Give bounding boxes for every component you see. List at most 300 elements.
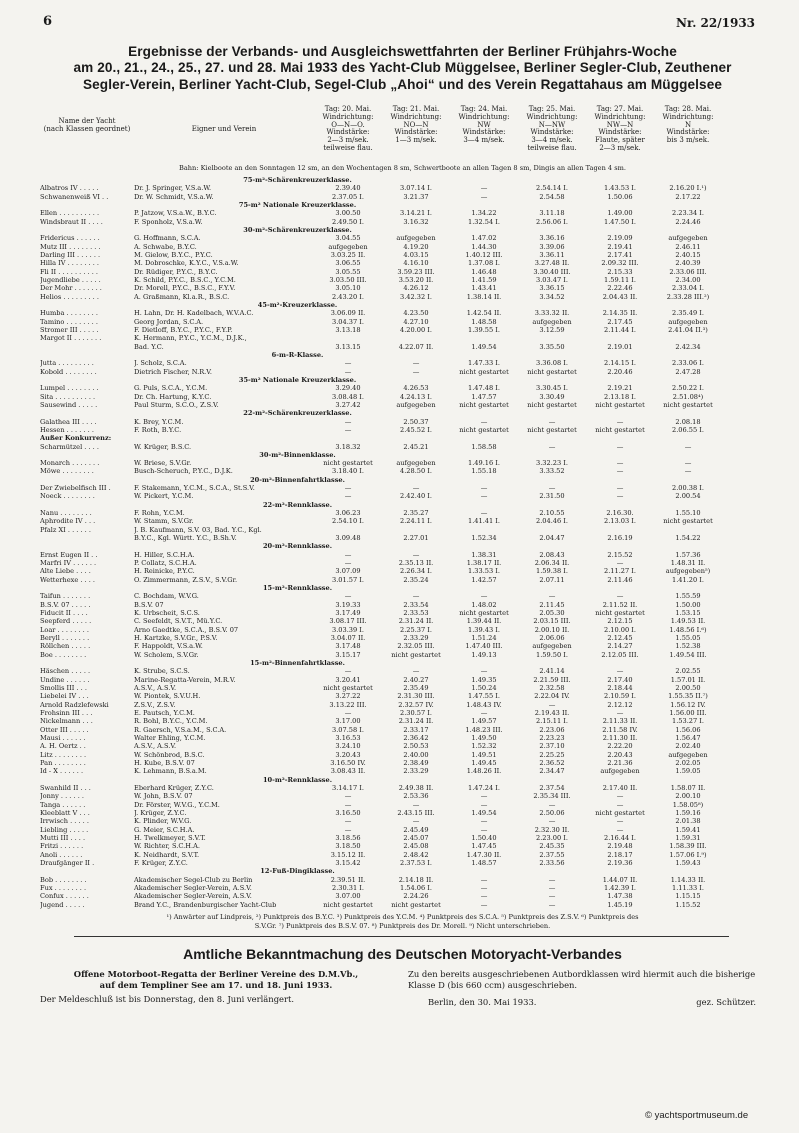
race-time: 2.36.52: [539, 758, 565, 767]
race-time: 2.23.34 I.: [672, 209, 704, 218]
race-time: 2.00.50: [675, 684, 701, 693]
race-time: —: [344, 667, 352, 676]
race-time: 2.39.40: [335, 184, 361, 193]
race-time: 2.40.39: [675, 259, 701, 268]
race-time: 2.00.54: [675, 492, 701, 501]
race-time: 3.16.50 IV.: [330, 758, 366, 767]
race-time: 2.25.25: [539, 750, 565, 759]
owner-club: P. Jatzow, V.S.a.W., B.Y.C.: [134, 209, 217, 218]
race-time: —: [480, 900, 488, 909]
race-time: 2.10.59 I.: [604, 692, 636, 701]
race-time: 4.20.00 I.: [400, 325, 432, 334]
owner-club: Dr. Förster, W.V.G., Y.C.M.: [134, 800, 220, 809]
yacht-name: Bob . . . . . . . .: [40, 875, 87, 884]
owner-club: J. Scholz, S.C.A.: [134, 359, 187, 368]
owner-club: Dr. Ch. Hartung, K.Y.C.: [134, 392, 212, 401]
race-time: 2.46.11: [675, 242, 701, 251]
owner-club: K. Urbscheit, S.C.S.: [134, 609, 200, 618]
owner-club: Akademischer Segler-Verein, A.S.V.: [134, 892, 252, 901]
race-time: 1.15.52: [675, 900, 701, 909]
result-row: [40, 551, 765, 559]
owner-club: H. Lahn, Dr. H. Kadelbach, W.V.A.C.: [134, 309, 254, 318]
result-row: [40, 609, 765, 617]
race-time: 2.23.23: [539, 733, 565, 742]
race-time: 1.49.13: [471, 650, 497, 659]
column-header: [40, 106, 765, 158]
day-header-line: Tag: 24. Mai.: [460, 105, 508, 113]
race-time: 1.49.54: [471, 808, 497, 817]
class-heading-row: [40, 409, 765, 417]
yacht-name: Galathea III . . . .: [40, 417, 97, 426]
yacht-name: Margot II . . . . . . .: [40, 334, 102, 343]
race-time: 2.45.49: [403, 825, 429, 834]
race-time: aufgegeben⁵): [665, 567, 711, 576]
race-time: 3.17.49: [335, 609, 361, 618]
class-heading-row: [40, 659, 765, 667]
owner-club: J. Krüger, Z.Y.C.: [134, 808, 187, 817]
result-row: [40, 692, 765, 700]
race-time: 1.34.22: [471, 209, 497, 218]
class-heading: 15-m²-Rennklasse.: [262, 584, 333, 593]
race-time: 3.30.49: [539, 392, 565, 401]
day-header-line: Windrichtung:: [390, 112, 442, 121]
owner-club: C. Seefeldt, S.V.T., Mü.Y.C.: [134, 617, 223, 626]
race-time: 3.12.59: [539, 325, 565, 334]
day-header-line: Tag: 25. Mai.: [528, 105, 576, 113]
race-time: aufgegeben: [668, 234, 708, 243]
yacht-name: Hilla IV . . . . . . . .: [40, 259, 100, 268]
yacht-name: Frohsinn III . . .: [40, 709, 93, 717]
result-row: [40, 759, 765, 767]
announcement-right: [408, 969, 756, 1008]
owner-club: H. Kube, B.S.V. 07: [134, 758, 195, 767]
day-header: [382, 106, 450, 145]
result-row: [40, 792, 765, 800]
race-time: —: [616, 442, 624, 451]
yacht-name: Otter III . . . . .: [40, 725, 89, 734]
yacht-name: A. H. Oertz . .: [40, 742, 86, 751]
result-row: [40, 268, 765, 276]
day-header-line: Windrichtung:: [322, 112, 374, 121]
race-time: 4.23.50: [403, 309, 429, 318]
race-time: 2.12.12: [607, 700, 633, 709]
race-time: —: [548, 442, 556, 451]
yacht-name: Nickelmann . . .: [40, 717, 93, 726]
race-time: 1.59.16: [675, 808, 701, 817]
yacht-name: Pfalz XI . . . . . .: [40, 525, 91, 534]
race-time: —: [684, 442, 692, 451]
race-time: 2.17.40 II.: [602, 783, 638, 792]
race-time: 3.07.14 I.: [400, 184, 432, 193]
race-time: 1.45.19: [607, 900, 633, 909]
owner-club: J. B. Kaufmann, S.V. 03, Bad. Y.C., Kgl.: [134, 525, 262, 534]
race-time: 3.19.33: [335, 600, 361, 609]
race-time: 3.32.23 I.: [536, 459, 568, 468]
race-time: 3.17.00: [335, 717, 361, 726]
result-row: [40, 318, 765, 326]
day-header: [450, 106, 518, 145]
race-time: 2.51.08⁴): [672, 392, 704, 401]
race-time: —: [548, 892, 556, 901]
race-time: 2.31.24 II.: [398, 717, 434, 726]
race-time: 3.16.32: [403, 217, 429, 226]
race-time: 2.21.59 III.: [533, 675, 571, 684]
race-time: 2.33.29: [403, 634, 429, 643]
race-time: 3.36.15: [539, 284, 565, 293]
class-heading: 30-m²-Schärenkreuzerklasse.: [243, 225, 352, 234]
race-time: —: [616, 817, 624, 826]
race-time: 3.15.17: [335, 650, 361, 659]
race-time: —: [548, 883, 556, 892]
day-header-line: Windrichtung:: [662, 112, 714, 121]
class-heading: 35-m² Nationale Kreuzerklasse.: [238, 375, 357, 384]
race-time: 2.45.07: [403, 833, 429, 842]
race-time: —: [616, 792, 624, 801]
race-time: 1.50.06: [607, 192, 633, 201]
yacht-name: Noeck . . . . . . . .: [40, 492, 95, 501]
race-time: 1.55.59: [675, 592, 701, 601]
race-time: 1.49.16 I.: [468, 459, 500, 468]
race-time: 2.45.21: [403, 442, 429, 451]
day-header-line: Windstärke:: [666, 128, 710, 137]
result-row: [40, 309, 765, 317]
result-row: [40, 259, 765, 267]
result-row: [40, 492, 765, 500]
race-time: —: [480, 417, 488, 426]
race-time: —: [616, 484, 624, 493]
race-time: —: [548, 875, 556, 884]
race-time: —: [480, 184, 488, 193]
race-time: 1.52.34: [471, 534, 497, 543]
race-time: 2.45.08: [403, 842, 429, 851]
race-time: 1.43.41: [471, 284, 497, 293]
result-row: [40, 784, 765, 792]
owner-club: B.Y.C., Kgl. Württ. Y.C., B.Sh.V.: [134, 534, 237, 543]
race-time: 3.01.57 I.: [332, 575, 364, 584]
race-time: 2.11.45: [539, 600, 565, 609]
race-time: 2.11.27 I.: [604, 567, 636, 576]
race-time: 2.14.35 II.: [602, 309, 638, 318]
race-time: 3.04.07 II.: [330, 634, 366, 643]
race-time: 3.07.00: [335, 892, 361, 901]
owner-club: G. Meier, S.C.H.A.: [134, 825, 195, 834]
result-row: [40, 576, 765, 584]
race-time: —: [412, 550, 420, 559]
yacht-name: Confux . . . . . .: [40, 892, 89, 901]
race-time: —: [480, 509, 488, 518]
race-time: —: [344, 425, 352, 434]
section-divider: [74, 936, 729, 937]
yacht-name: Arnold Radzlefewski: [40, 700, 109, 709]
race-time: 2.35.13 II.: [398, 559, 434, 568]
race-time: —: [412, 367, 420, 376]
race-time: 1.49.57: [471, 717, 497, 726]
race-time: 2.22.46: [607, 284, 633, 293]
race-time: nicht gestartet: [391, 650, 441, 659]
race-time: 2.33.29: [403, 767, 429, 776]
result-row: [40, 567, 765, 575]
owner-club: Arno Gaedtke, S.C.A., B.S.V. 07: [134, 625, 239, 634]
owner-club: W. Pickert, Y.C.M.: [134, 492, 194, 501]
yacht-name: Jutta . . . . . . . . .: [40, 359, 94, 368]
race-time: 2.14.27: [607, 642, 633, 651]
race-time: 1.59.11 I.: [604, 275, 636, 284]
race-time: —: [616, 492, 624, 501]
race-time: 2.24.46: [675, 217, 701, 226]
regatta-title-2: auf dem Templiner See am 17. und 18. Juni 1933.: [99, 980, 333, 990]
yacht-name: Alte Liebe . . . .: [40, 567, 91, 576]
owner-club: R. Gaersch, V.S.a.M., S.C.A.: [134, 725, 227, 734]
yacht-name: Irrwisch . . . . .: [40, 817, 89, 826]
race-time: 3.59.23 III.: [397, 267, 435, 276]
day-header-line: O—N—O.: [331, 120, 365, 129]
race-time: —: [548, 800, 556, 809]
race-time: 3.06.09 II.: [330, 309, 366, 318]
race-time: —: [548, 900, 556, 909]
result-row: [40, 842, 765, 850]
race-time: 1.51.24: [471, 634, 497, 643]
result-row: [40, 901, 765, 909]
footnotes: [40, 913, 765, 931]
result-row: [40, 701, 765, 709]
race-time: 2.20.46: [607, 367, 633, 376]
yacht-name: Häschen . . . . .: [40, 667, 91, 676]
race-time: 2.41.14: [539, 667, 565, 676]
owner-club: A.S.V., A.S.V.: [134, 684, 177, 693]
class-heading: 75-m²-Schärenkreuzerklasse.: [243, 176, 352, 184]
race-time: nicht gestartet: [527, 425, 577, 434]
race-time: 2.02.40: [675, 742, 701, 751]
race-time: nicht gestartet: [459, 367, 509, 376]
race-time: 1.58.58: [471, 442, 497, 451]
yacht-name: Undine . . . . . .: [40, 675, 90, 684]
race-time: 1.48.58: [471, 317, 497, 326]
owner-club: G. Hoffmann, S.C.A.: [134, 234, 201, 243]
class-heading-row: [40, 476, 765, 484]
yacht-name: Draufgänger II .: [40, 858, 95, 867]
result-row: [40, 742, 765, 750]
race-time: 2.54.10 I.: [332, 517, 364, 526]
race-time: 2.12.45: [607, 634, 633, 643]
race-time: 3.15.42: [335, 858, 361, 867]
race-time: 2.33.53: [403, 609, 429, 618]
race-time: —: [480, 825, 488, 834]
race-time: 2.45.52 I.: [400, 425, 432, 434]
race-time: 2.54.14 I.: [536, 184, 568, 193]
day-header-line: Tag: 20. Mai.: [324, 105, 372, 113]
race-time: 2.08.43: [539, 550, 565, 559]
race-time: 1.57.01 II.: [670, 675, 706, 684]
race-time: 2.13.18 I.: [604, 392, 636, 401]
race-time: 2.50.53: [403, 742, 429, 751]
race-time: 1.47.50 I.: [604, 217, 636, 226]
race-time: 4.27.10: [403, 317, 429, 326]
race-time: 2.31.30 III.: [397, 692, 435, 701]
day-header-line: Windstärke:: [598, 128, 642, 137]
race-time: 3.04.37 I.: [332, 317, 364, 326]
yacht-name: Jugend . . . . .: [40, 900, 85, 909]
race-time: —: [616, 667, 624, 676]
result-row: [40, 817, 765, 825]
race-time: 1.43.53 I.: [604, 184, 636, 193]
race-time: 1.48.26 II.: [466, 767, 502, 776]
race-time: —: [344, 559, 352, 568]
yacht-name: Mutz III . . . . . . . .: [40, 242, 101, 251]
race-time: —: [480, 883, 488, 892]
yacht-name: Jonny . . . . . .: [40, 792, 84, 801]
race-time: —: [344, 550, 352, 559]
race-time: 3.33.52: [539, 467, 565, 476]
class-heading-row: [40, 867, 765, 875]
race-time: nicht gestartet: [663, 400, 713, 409]
race-time: 2.48.42: [403, 850, 429, 859]
result-row: [40, 243, 765, 251]
race-time: aufgegeben: [668, 750, 708, 759]
race-time: 2.18.44: [607, 684, 633, 693]
announcement-left: [40, 969, 392, 1005]
race-time: —: [480, 492, 488, 501]
owner-club: P. Collatz, S.C.H.A.: [134, 559, 197, 568]
yacht-name: Fridericus . . . . . .: [40, 234, 100, 243]
yacht-name: Pan . . . . . . . .: [40, 758, 86, 767]
results-table: [40, 176, 765, 910]
race-time: 4.16.10: [403, 259, 429, 268]
race-time: 1.46.48: [471, 267, 497, 276]
race-time: 2.35.24: [403, 575, 429, 584]
race-time: 1.47.48 I.: [468, 384, 500, 393]
owner-club: F. Dietloff, B.Y.C., P.Y.C., F.Y.P.: [134, 325, 233, 334]
result-row: [40, 326, 765, 334]
result-row: [40, 526, 765, 534]
result-row: [40, 384, 765, 392]
race-time: 3.03.39 I.: [332, 625, 364, 634]
race-time: 2.03.15 III.: [533, 617, 571, 626]
result-row: [40, 592, 765, 600]
race-time: 3.53.20 II.: [398, 275, 434, 284]
race-time: aufgegeben: [668, 317, 708, 326]
race-time: 1.47.24 I.: [468, 783, 500, 792]
race-time: 2.19.41: [607, 242, 633, 251]
race-time: 2.33.28 III.²): [666, 292, 710, 301]
class-heading-row: [40, 226, 765, 234]
yacht-name: Seepferd . . . . .: [40, 617, 92, 626]
day-header: [586, 106, 654, 153]
yacht-name: Liebling . . . . .: [40, 825, 89, 834]
race-time: 1.38.31: [471, 550, 497, 559]
race-time: 4.28.50 I.: [400, 467, 432, 476]
result-row: [40, 218, 765, 226]
race-time: —: [480, 192, 488, 201]
race-time: 2.10.55: [539, 509, 565, 518]
owner-club: E. Pautsch, Y.C.M.: [134, 709, 195, 717]
result-row: [40, 209, 765, 217]
race-time: 2.06.06: [539, 634, 565, 643]
race-time: 4.24.13 I.: [400, 392, 432, 401]
race-time: 3.20.43: [335, 750, 361, 759]
race-time: 2.11.33 II.: [602, 717, 638, 726]
yacht-name: Humba . . . . . . . .: [40, 309, 98, 318]
race-time: 3.18.40 I.: [332, 467, 364, 476]
result-row: [40, 459, 765, 467]
owner-club: H. Kartzke, S.V.Gr., P.S.V.: [134, 634, 218, 643]
race-time: 4.26.12: [403, 284, 429, 293]
race-time: —: [684, 467, 692, 476]
race-time: —: [344, 359, 352, 368]
race-time: 1.47.55 I.: [468, 692, 500, 701]
race-time: 1.55.18: [471, 467, 497, 476]
day-header-line: 2—3 m/sek.: [599, 143, 641, 152]
race-time: 3.13.18: [335, 325, 361, 334]
yacht-name: Stromer III . . . . .: [40, 325, 99, 334]
race-time: nicht gestartet: [459, 609, 509, 618]
day-header-line: Windstärke:: [326, 128, 370, 137]
race-time: 2.35.49: [403, 684, 429, 693]
result-row: [40, 876, 765, 884]
owner-club: A.S.V., A.S.V.: [134, 742, 177, 751]
race-time: 1.54.22: [675, 534, 701, 543]
race-time: 2.14.15 I.: [604, 359, 636, 368]
race-time: —: [480, 709, 488, 717]
race-time: —: [344, 492, 352, 501]
class-heading: 22-m²-Schärenkreuzerklasse.: [243, 409, 352, 418]
yacht-name: Fli II . . . . . . . . . .: [40, 267, 99, 276]
yacht-name: Marfri IV . . . . . .: [40, 559, 97, 568]
col-name-sub: (nach Klassen geordnet): [43, 124, 131, 133]
race-time: 2.14.18 II.: [398, 875, 434, 884]
result-row: [40, 418, 765, 426]
title-line-1: Ergebnisse der Verbands- und Ausgleichswettfahrten der Berliner Frühjahrs-Woche: [128, 44, 677, 59]
race-time: nicht gestartet: [663, 517, 713, 526]
race-time: 3.16.50: [335, 808, 361, 817]
race-time: —: [684, 459, 692, 468]
race-time: 3.00.50: [335, 209, 361, 218]
race-time: 2.49.50 I.: [332, 217, 364, 226]
race-time: —: [412, 667, 420, 676]
class-heading-row: [40, 351, 765, 359]
yacht-name: Tanga . . . . . .: [40, 800, 86, 809]
race-time: 2.12.05 III.: [601, 650, 639, 659]
race-time: 1.49.53 II.: [670, 617, 706, 626]
result-row: [40, 617, 765, 625]
owner-club: K. Schild, P.Y.C., B.S.C., Y.C.M.: [134, 275, 236, 284]
race-time: 2.26.34 I.: [400, 567, 432, 576]
owner-club: H. Twelkmeyer, S.V.T.: [134, 833, 206, 842]
race-time: 3.39.06: [539, 242, 565, 251]
race-time: 1.56.00 III.: [669, 709, 707, 717]
race-time: 1.41.59: [471, 275, 497, 284]
result-row: [40, 534, 765, 542]
race-time: 2.15.52: [607, 550, 633, 559]
race-time: 1.53.27 I.: [672, 717, 704, 726]
owner-club: Z.S.V., Z.S.V.: [134, 700, 176, 709]
race-time: —: [616, 417, 624, 426]
owner-club: H. Hiller, S.C.H.A.: [134, 550, 195, 559]
race-time: 1.58.39 III.: [669, 842, 707, 851]
race-time: 3.30.40 III.: [533, 267, 571, 276]
day-header: [314, 106, 382, 153]
race-time: —: [548, 484, 556, 493]
race-time: —: [616, 825, 624, 834]
day-header-line: 1—3 m/sek.: [395, 136, 437, 145]
announcement-title: Amtliche Bekanntmachung des Deutschen Motoryacht-Verbandes: [183, 946, 622, 962]
owner-club: H. Reinicke, P.Y.C.: [134, 567, 195, 576]
race-time: 2.45.35: [539, 842, 565, 851]
race-time: 2.16.44 I.: [604, 833, 636, 842]
owner-club: A. Schwabe, B.Y.C.: [134, 242, 197, 251]
race-time: nicht gestartet: [595, 400, 645, 409]
race-time: 1.49.51: [471, 750, 497, 759]
race-time: 3.35.50: [539, 342, 565, 351]
